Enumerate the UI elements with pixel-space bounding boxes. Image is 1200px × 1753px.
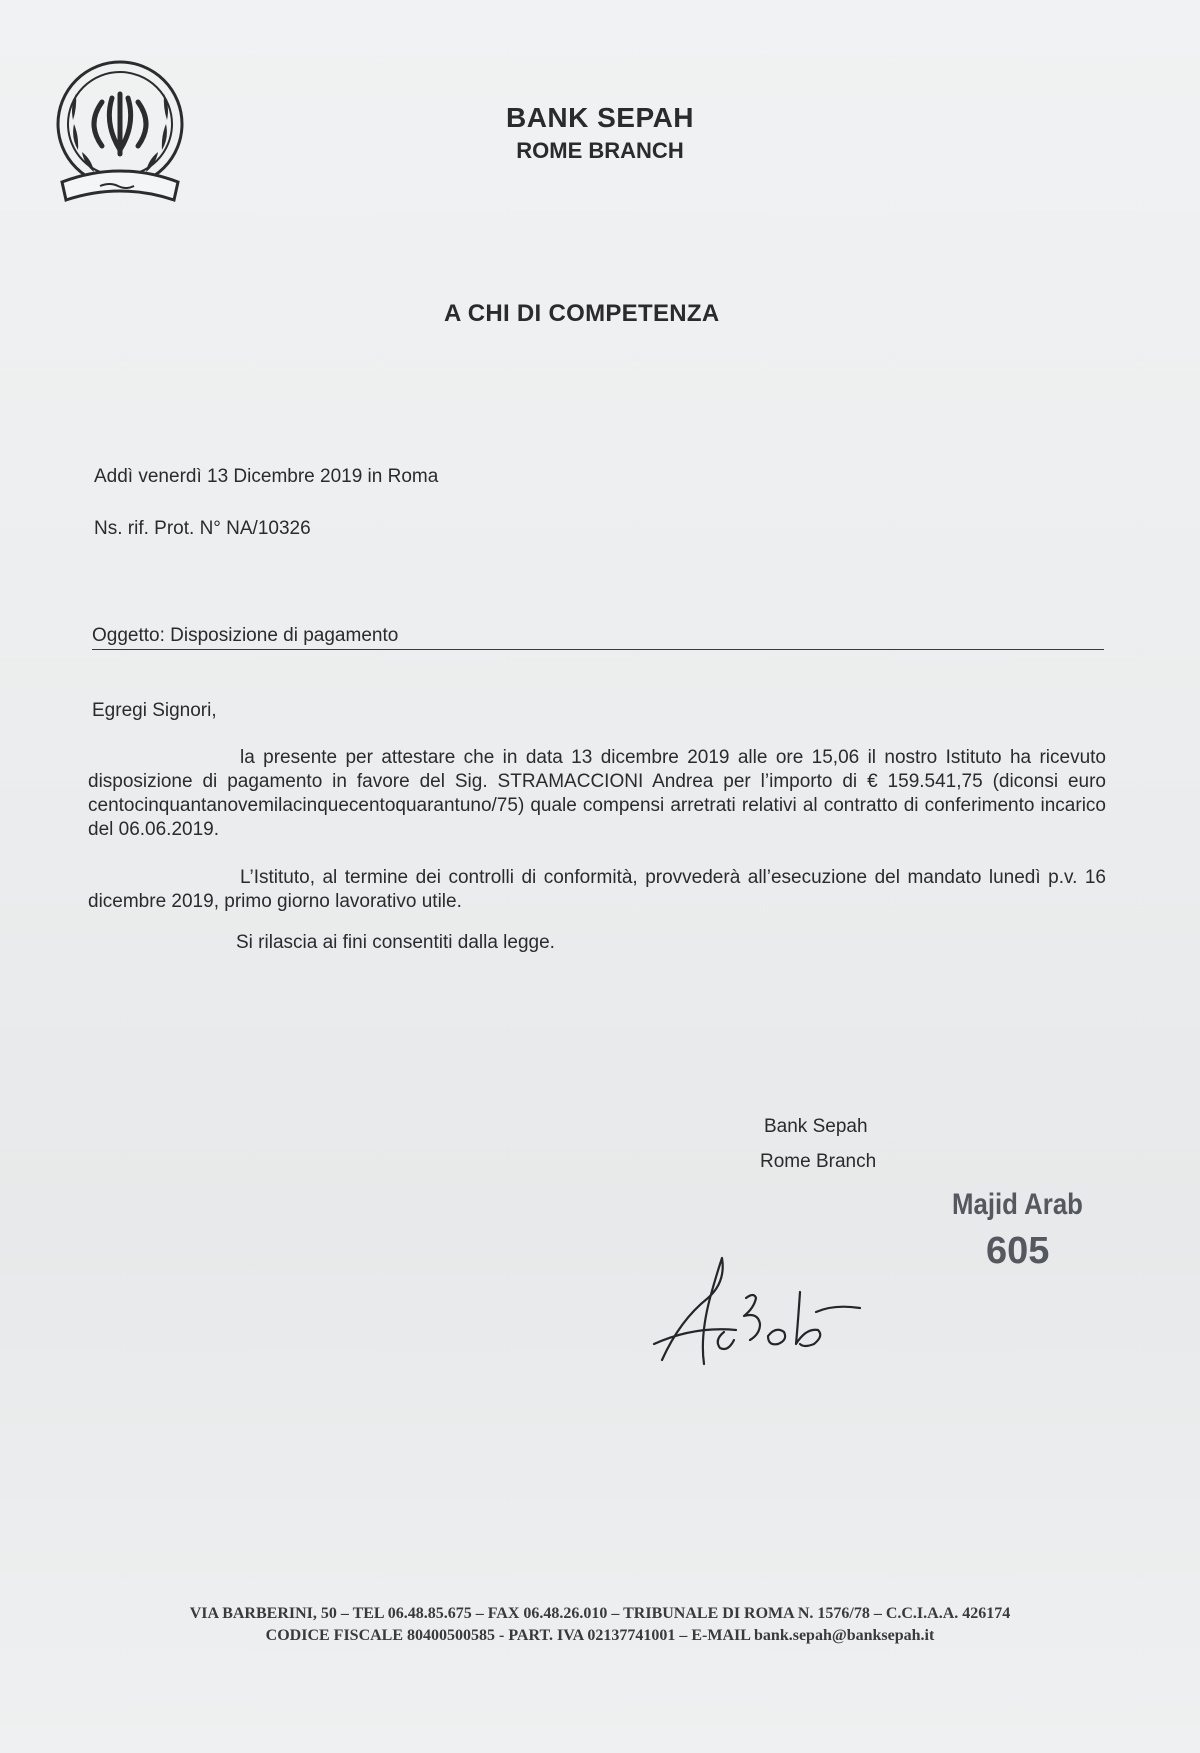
stamp-number: 605 (986, 1230, 1050, 1272)
stamp-name: Majid Arab (952, 1188, 1083, 1221)
subject-line: Oggetto: Disposizione di pagamento (92, 625, 399, 646)
salutation: Egregi Signori, (92, 700, 217, 721)
signature-bank: Bank Sepah (764, 1116, 868, 1137)
branch-name: ROME BRANCH (516, 138, 684, 163)
document-title: A CHI DI COMPETENZA (444, 300, 720, 327)
handwritten-signature-icon (650, 1232, 910, 1382)
footer-fiscal: CODICE FISCALE 80400500585 - PART. IVA 02137741001 – E-MAIL bank.sepah@banksepah.it (265, 1627, 935, 1644)
signature-branch: Rome Branch (760, 1151, 877, 1172)
bank-name: BANK SEPAH (505, 102, 695, 133)
footer-address: VIA BARBERINI, 50 – TEL 06.48.85.675 – FAX 06.48.26.010 – TRIBUNALE DI ROMA N. 1576/78 – C.C.I.A.A. 426174 (189, 1605, 1011, 1622)
body-paragraph-1: la presente per attestare che in data 13 dicembre 2019 alle ore 15,06 il nostro Istituto ha ricevuto disposizione di pagamento in favore del Sig. STRAMACCIONI Andrea per l’importo di € 159.541,75 (diconsi euro centocinquantanovemilacinquecentoquarantuno/75) quale compensi arretrati relativi al contratto di conferimento incarico del 06.06.2019. (88, 747, 1106, 840)
subject-divider (92, 649, 1104, 650)
reference-line: Ns. rif. Prot. N° NA/10326 (94, 518, 311, 539)
date-line: Addì venerdì 13 Dicembre 2019 in Roma (94, 466, 439, 487)
body-paragraph-2: L’Istituto, al termine dei controlli di conformità, provvederà all’esecuzione del mandato lunedì p.v. 16 dicembre 2019, primo giorno lavorativo utile. (88, 867, 1106, 912)
closing-line: Si rilascia ai fini consentiti dalla legge. (236, 932, 555, 953)
